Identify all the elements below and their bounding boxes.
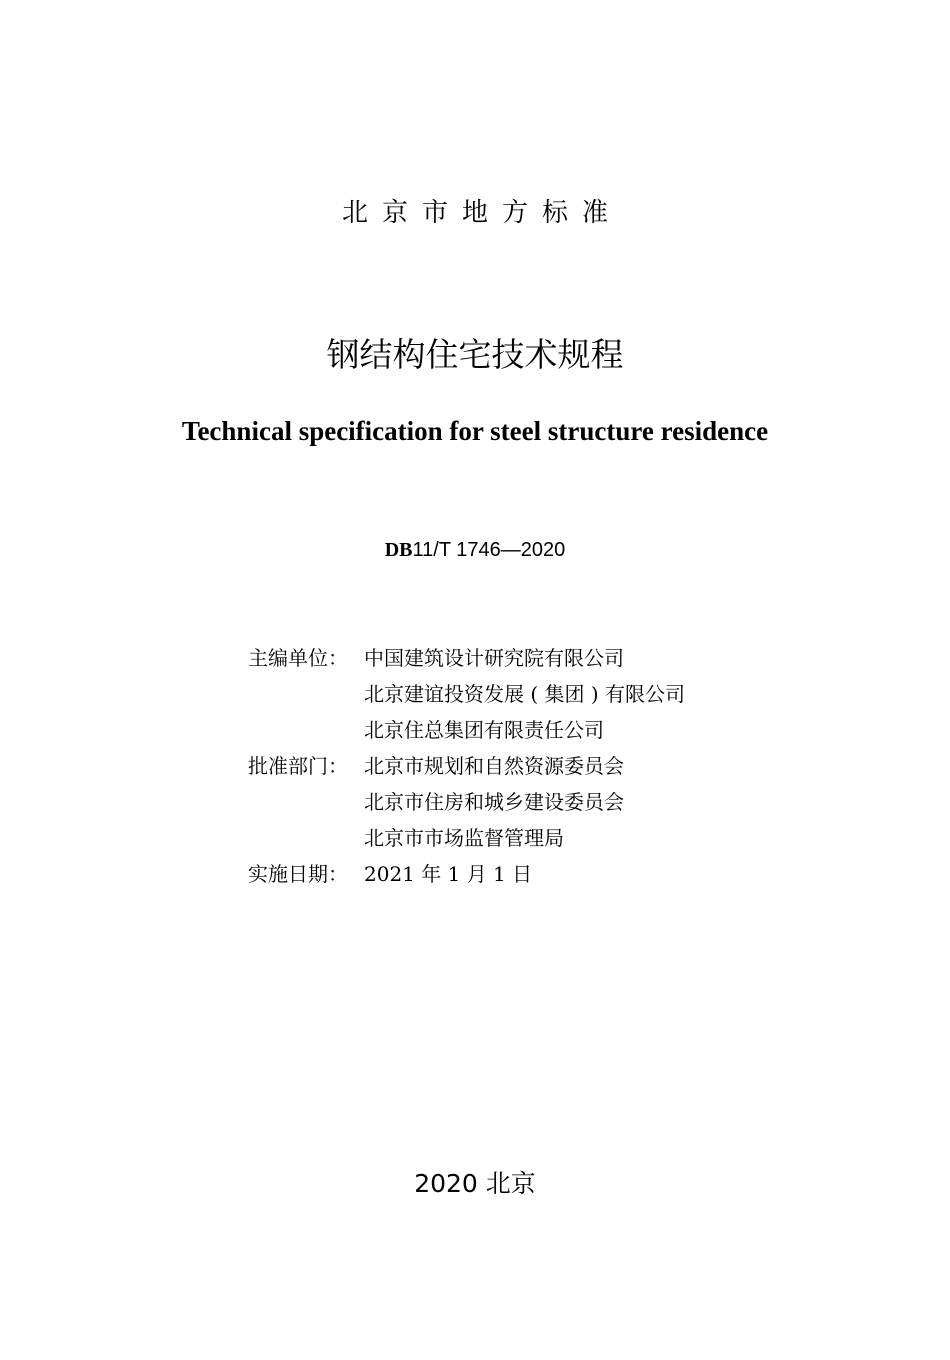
info-value: 北京建谊投资发展 ( 集团 ) 有限公司 (364, 682, 686, 706)
footer-year-place: 2020 北京 (414, 1169, 536, 1198)
title-chinese: 钢结构住宅技术规程 (326, 335, 624, 374)
standard-number-prefix: DB (384, 539, 413, 561)
info-value: 北京市市场监督管理局 (364, 826, 564, 850)
info-values (364, 640, 685, 748)
standard-number-rest: 11/T 1746—2020 (412, 539, 566, 561)
info-value: 中国建筑设计研究院有限公司 (364, 646, 624, 670)
info-values (364, 748, 624, 856)
info-label: 主编单位： (248, 646, 348, 670)
info-block (248, 640, 685, 892)
standard-number (0, 536, 950, 564)
info-value: 北京住总集团有限责任公司 (364, 718, 604, 742)
title-english: Technical specification for steel structure residence (181, 416, 769, 446)
standard-type-heading: 北京市地方标准 (341, 198, 622, 228)
info-values (364, 856, 532, 892)
info-group-effective-date (248, 856, 685, 892)
info-group-editors (248, 640, 685, 748)
info-value: 北京市规划和自然资源委员会 (364, 754, 624, 778)
info-value: 2021 年 1 月 1 日 (364, 862, 533, 886)
info-label: 实施日期： (248, 862, 348, 886)
info-group-approvers (248, 748, 685, 856)
info-label: 批准部门： (248, 754, 348, 778)
info-value: 北京市住房和城乡建设委员会 (364, 790, 624, 814)
